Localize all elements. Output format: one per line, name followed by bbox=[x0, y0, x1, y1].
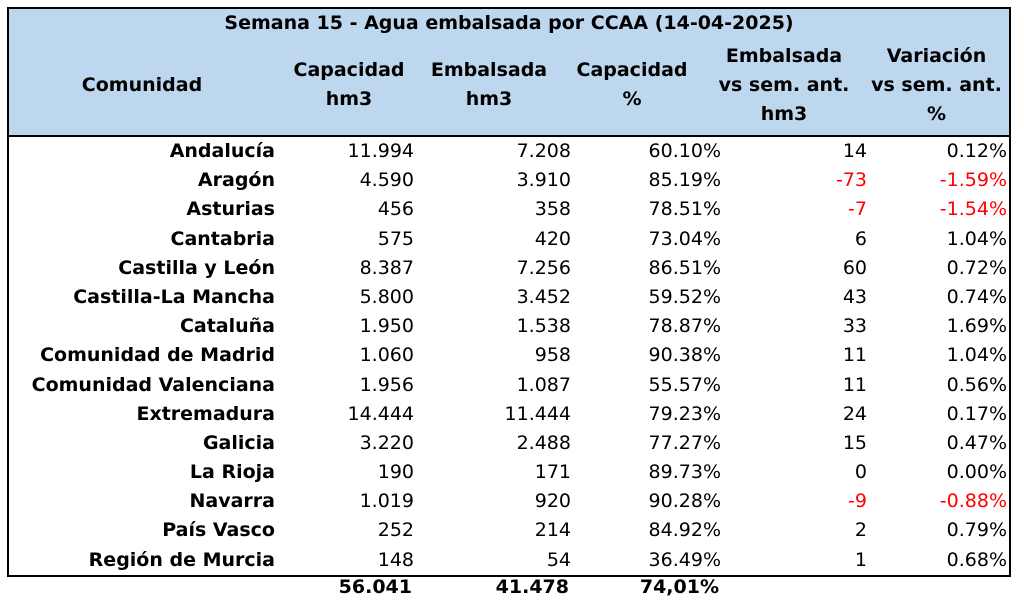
cell-embalsada-hm3: 54 bbox=[546, 548, 571, 571]
cell-variacion-vs-sem-ant: 0.79% bbox=[946, 519, 1007, 542]
table-row bbox=[9, 312, 1009, 341]
reservoir-table bbox=[7, 7, 1011, 577]
cell-comunidad: Andalucía bbox=[169, 140, 275, 162]
cell-capacidad-hm3: 1.060 bbox=[359, 344, 414, 367]
cell-comunidad: Extremadura bbox=[136, 402, 275, 425]
cell-comunidad: Cantabria bbox=[170, 227, 275, 250]
cell-capacidad-hm3: 252 bbox=[377, 519, 414, 542]
cell-variacion-vs-sem-ant: 0.47% bbox=[946, 431, 1007, 454]
cell-capacidad-pct: 85.19% bbox=[648, 169, 721, 192]
cell-comunidad: Región de Murcia bbox=[88, 548, 275, 571]
cell-capacidad-pct: 77.27% bbox=[648, 431, 721, 454]
cell-capacidad-pct: 79.23% bbox=[648, 402, 721, 425]
cell-variacion-vs-sem-ant: -0.88% bbox=[939, 490, 1007, 513]
cell-comunidad: Cataluña bbox=[179, 315, 275, 338]
table-row bbox=[9, 225, 1009, 254]
cell-comunidad: Asturias bbox=[186, 198, 275, 221]
table-row bbox=[9, 137, 1009, 166]
cell-embalsada-vs-sem-ant: 11 bbox=[842, 344, 867, 367]
cell-embalsada-hm3: 920 bbox=[534, 490, 571, 513]
cell-embalsada-vs-sem-ant: 60 bbox=[842, 256, 867, 279]
cell-embalsada-hm3: 2.488 bbox=[516, 431, 571, 454]
cell-capacidad-hm3: 14.444 bbox=[347, 402, 414, 425]
cell-variacion-vs-sem-ant: 0.17% bbox=[946, 402, 1007, 425]
cell-embalsada-hm3: 1.538 bbox=[516, 315, 571, 338]
cell-capacidad-hm3: 575 bbox=[377, 227, 414, 250]
totals-label-spacer bbox=[7, 570, 273, 604]
col-header-embalsada-vs: Embalsada vs sem. ant. hm3 bbox=[718, 44, 850, 125]
cell-variacion-vs-sem-ant: 0.12% bbox=[946, 140, 1007, 162]
cell-capacidad-pct: 90.38% bbox=[648, 344, 721, 367]
cell-embalsada-vs-sem-ant: -73 bbox=[835, 169, 867, 192]
table-header bbox=[9, 9, 1009, 137]
table-row bbox=[9, 254, 1009, 283]
cell-comunidad: La Rioja bbox=[189, 461, 275, 484]
cell-comunidad: País Vasco bbox=[162, 519, 275, 542]
cell-embalsada-vs-sem-ant: 14 bbox=[842, 140, 867, 162]
cell-embalsada-hm3: 3.452 bbox=[516, 285, 571, 308]
table-row bbox=[9, 371, 1009, 400]
table-row bbox=[9, 195, 1009, 224]
totals-row bbox=[7, 570, 719, 604]
cell-variacion-vs-sem-ant: 1.69% bbox=[946, 315, 1007, 338]
cell-comunidad: Castilla-La Mancha bbox=[73, 285, 275, 308]
cell-embalsada-hm3: 7.256 bbox=[516, 256, 571, 279]
cell-comunidad: Galicia bbox=[202, 431, 275, 454]
table-row bbox=[9, 341, 1009, 370]
cell-capacidad-pct: 84.92% bbox=[648, 519, 721, 542]
cell-capacidad-pct: 89.73% bbox=[648, 461, 721, 484]
table-row bbox=[9, 516, 1009, 545]
cell-capacidad-pct: 78.87% bbox=[648, 315, 721, 338]
cell-embalsada-hm3: 214 bbox=[534, 519, 571, 542]
cell-capacidad-hm3: 11.994 bbox=[347, 140, 414, 162]
col-header-embalsada-hm3: Embalsada hm3 bbox=[430, 59, 548, 110]
cell-comunidad: Comunidad Valenciana bbox=[31, 373, 275, 396]
cell-comunidad: Aragón bbox=[197, 169, 275, 192]
cell-embalsada-hm3: 3.910 bbox=[516, 169, 571, 192]
cell-variacion-vs-sem-ant: -1.54% bbox=[939, 198, 1007, 221]
total-capacidad: 56.041 bbox=[338, 576, 412, 598]
cell-capacidad-hm3: 4.590 bbox=[359, 169, 414, 192]
cell-embalsada-hm3: 11.444 bbox=[504, 402, 571, 425]
cell-embalsada-vs-sem-ant: 1 bbox=[854, 548, 867, 571]
cell-variacion-vs-sem-ant: 0.72% bbox=[946, 256, 1007, 279]
cell-variacion-vs-sem-ant: 1.04% bbox=[946, 227, 1007, 250]
cell-capacidad-pct: 55.57% bbox=[648, 373, 721, 396]
cell-capacidad-pct: 90.28% bbox=[648, 490, 721, 513]
cell-capacidad-pct: 59.52% bbox=[648, 285, 721, 308]
cell-capacidad-pct: 86.51% bbox=[648, 256, 721, 279]
cell-embalsada-hm3: 958 bbox=[534, 344, 571, 367]
cell-embalsada-vs-sem-ant: 24 bbox=[842, 402, 867, 425]
cell-variacion-vs-sem-ant: 0.00% bbox=[946, 461, 1007, 484]
cell-capacidad-hm3: 1.950 bbox=[359, 315, 414, 338]
table-row bbox=[9, 458, 1009, 487]
cell-capacidad-hm3: 1.019 bbox=[359, 490, 414, 513]
cell-embalsada-vs-sem-ant: -9 bbox=[848, 490, 867, 513]
cell-comunidad: Castilla y León bbox=[118, 256, 275, 279]
cell-embalsada-vs-sem-ant: 11 bbox=[842, 373, 867, 396]
cell-capacidad-hm3: 190 bbox=[377, 461, 414, 484]
cell-capacidad-hm3: 3.220 bbox=[359, 431, 414, 454]
cell-variacion-vs-sem-ant: -1.59% bbox=[939, 169, 1007, 192]
cell-capacidad-hm3: 148 bbox=[377, 548, 414, 571]
table-row bbox=[9, 400, 1009, 429]
table-row bbox=[9, 429, 1009, 458]
cell-capacidad-pct: 78.51% bbox=[648, 198, 721, 221]
cell-variacion-vs-sem-ant: 0.74% bbox=[946, 285, 1007, 308]
cell-capacidad-pct: 73.04% bbox=[648, 227, 721, 250]
col-header-variacion-vs: Variación vs sem. ant. % bbox=[871, 44, 1002, 125]
cell-capacidad-hm3: 8.387 bbox=[359, 256, 414, 279]
cell-capacidad-hm3: 1.956 bbox=[359, 373, 414, 396]
cell-embalsada-vs-sem-ant: 33 bbox=[842, 315, 867, 338]
cell-embalsada-vs-sem-ant: 43 bbox=[842, 285, 867, 308]
cell-variacion-vs-sem-ant: 0.56% bbox=[946, 373, 1007, 396]
cell-comunidad: Navarra bbox=[189, 490, 275, 513]
cell-embalsada-vs-sem-ant: -7 bbox=[848, 198, 867, 221]
table-row bbox=[9, 283, 1009, 312]
cell-variacion-vs-sem-ant: 0.68% bbox=[946, 548, 1007, 571]
cell-embalsada-hm3: 1.087 bbox=[516, 373, 571, 396]
cell-capacidad-hm3: 5.800 bbox=[359, 285, 414, 308]
cell-capacidad-hm3: 456 bbox=[377, 198, 414, 221]
cell-embalsada-vs-sem-ant: 6 bbox=[854, 227, 867, 250]
cell-embalsada-vs-sem-ant: 2 bbox=[854, 519, 867, 542]
cell-embalsada-hm3: 171 bbox=[534, 461, 571, 484]
cell-embalsada-hm3: 420 bbox=[534, 227, 571, 250]
col-header-comunidad: Comunidad bbox=[81, 73, 203, 96]
cell-embalsada-hm3: 358 bbox=[534, 198, 571, 221]
table-row bbox=[9, 487, 1009, 516]
table-body bbox=[9, 137, 1009, 575]
cell-capacidad-pct: 36.49% bbox=[648, 548, 721, 571]
cell-variacion-vs-sem-ant: 1.04% bbox=[946, 344, 1007, 367]
cell-embalsada-hm3: 7.208 bbox=[516, 140, 571, 162]
cell-capacidad-pct: 60.10% bbox=[648, 140, 721, 162]
col-header-capacidad-pct: Capacidad % bbox=[576, 59, 688, 110]
cell-embalsada-vs-sem-ant: 0 bbox=[854, 461, 867, 484]
col-header-capacidad-hm3: Capacidad hm3 bbox=[293, 59, 405, 110]
cell-embalsada-vs-sem-ant: 15 bbox=[842, 431, 867, 454]
total-capacidad-pct: 74,01% bbox=[639, 576, 719, 598]
table-title: Semana 15 - Agua embalsada por CCAA (14-04-2025) bbox=[224, 12, 794, 34]
table-row bbox=[9, 166, 1009, 195]
cell-comunidad: Comunidad de Madrid bbox=[40, 344, 275, 367]
total-embalsada: 41.478 bbox=[495, 576, 569, 598]
